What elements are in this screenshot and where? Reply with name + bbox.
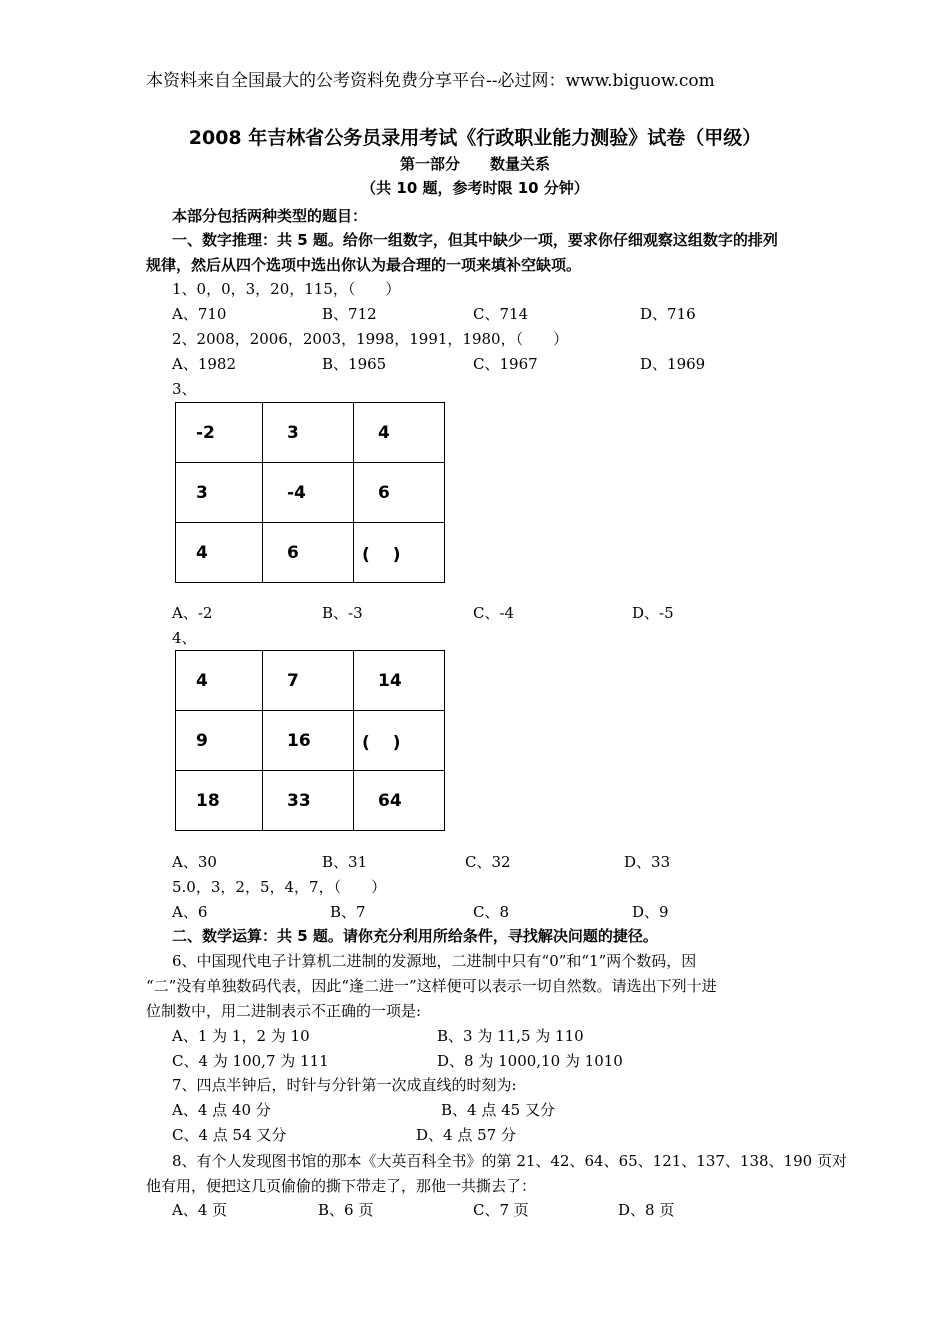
q7-stem: 7、四点半钟后，时针与分针第一次成直线的时刻为: bbox=[172, 1076, 517, 1094]
q3-number-grid bbox=[175, 402, 445, 583]
q8-option-c: C、7 页 bbox=[473, 1201, 529, 1219]
grid-cell: 3 bbox=[176, 463, 263, 523]
q3-option-b: B、-3 bbox=[322, 604, 363, 622]
q1-option-c: C、714 bbox=[473, 305, 529, 323]
q5-option-d: D、9 bbox=[632, 903, 669, 921]
grid-cell: 4 bbox=[176, 651, 263, 711]
grid-cell: 3 bbox=[263, 403, 354, 463]
q3-stem: 3、 bbox=[172, 380, 197, 398]
grid-cell: 6 bbox=[354, 463, 445, 523]
q8-line1: 8、有个人发现图书馆的那本《大英百科全书》的第 21、42、64、65、121、137、138、190 页对 bbox=[172, 1152, 847, 1170]
q6-option-b: B、3 为 11,5 为 110 bbox=[437, 1027, 584, 1045]
q6-option-d: D、8 为 1000,10 为 1010 bbox=[437, 1052, 623, 1070]
q8-option-a: A、4 页 bbox=[172, 1201, 228, 1219]
q2-stem: 2、2008，2006，2003，1998，1991，1980，（ ） bbox=[172, 330, 569, 348]
grid-cell-blank: ( ) bbox=[354, 523, 445, 583]
grid-cell: 16 bbox=[263, 711, 354, 771]
intro-text: 本部分包括两种类型的题目： bbox=[172, 207, 368, 225]
section1-line2: 规律，然后从四个选项中选出你认为最合理的一项来填补空缺项。 bbox=[146, 256, 582, 274]
grid-cell-blank: ( ) bbox=[354, 711, 445, 771]
q2-option-d: D、1969 bbox=[640, 355, 706, 373]
q2-option-a: A、1982 bbox=[172, 355, 237, 373]
part-title: 第一部分 数量关系 bbox=[399, 155, 550, 173]
q4-option-c: C、32 bbox=[465, 853, 511, 871]
q6-line3: 位制数中，用二进制表示不正确的一项是: bbox=[146, 1002, 422, 1020]
part-note: （共 10 题，参考时限 10 分钟） bbox=[361, 179, 589, 197]
q5-option-c: C、8 bbox=[473, 903, 510, 921]
q4-option-b: B、31 bbox=[322, 853, 368, 871]
q5-stem: 5.0，3，2，5，4，7，（ ） bbox=[172, 878, 387, 896]
q5-option-a: A、6 bbox=[172, 903, 208, 921]
q1-option-d: D、716 bbox=[640, 305, 696, 323]
grid-cell: -2 bbox=[176, 403, 263, 463]
grid-cell: 64 bbox=[354, 771, 445, 831]
q7-option-b: B、4 点 45 又分 bbox=[441, 1101, 555, 1119]
q6-line2: “二”没有单独数码代表，因此“逢二进一”这样便可以表示一切自然数。请选出下列十进 bbox=[146, 977, 717, 995]
grid-cell: 4 bbox=[354, 403, 445, 463]
q2-option-c: C、1967 bbox=[473, 355, 538, 373]
q6-line1: 6、中国现代电子计算机二进制的发源地，二进制中只有“0”和“1”两个数码，因 bbox=[172, 952, 697, 970]
q7-option-d: D、4 点 57 分 bbox=[416, 1126, 516, 1144]
grid-cell: -4 bbox=[263, 463, 354, 523]
grid-cell: 7 bbox=[263, 651, 354, 711]
q1-option-b: B、712 bbox=[322, 305, 377, 323]
q6-option-a: A、1 为 1，2 为 10 bbox=[172, 1027, 310, 1045]
q4-number-grid bbox=[175, 650, 445, 831]
q4-option-d: D、33 bbox=[624, 853, 671, 871]
exam-title: 2008 年吉林省公务员录用考试《行政职业能力测验》试卷（甲级） bbox=[188, 127, 762, 149]
q4-stem: 4、 bbox=[172, 629, 197, 647]
q8-line2: 他有用，便把这几页偷偷的撕下带走了，那他一共撕去了： bbox=[146, 1177, 537, 1195]
q7-option-a: A、4 点 40 分 bbox=[172, 1101, 271, 1119]
q8-option-d: D、8 页 bbox=[618, 1201, 675, 1219]
grid-cell: 6 bbox=[263, 523, 354, 583]
q4-option-a: A、30 bbox=[172, 853, 217, 871]
grid-cell: 18 bbox=[176, 771, 263, 831]
q3-option-d: D、-5 bbox=[632, 604, 674, 622]
q3-option-c: C、-4 bbox=[473, 604, 515, 622]
section2-heading: 二、数学运算：共 5 题。请你充分利用所给条件，寻找解决问题的捷径。 bbox=[172, 927, 658, 945]
grid-cell: 14 bbox=[354, 651, 445, 711]
q1-stem: 1、0，0，3，20，115，（ ） bbox=[172, 280, 401, 298]
q6-option-c: C、4 为 100,7 为 111 bbox=[172, 1052, 329, 1070]
source-header: 本资料来自全国最大的公考资料免费分享平台--必过网：www.biguow.com bbox=[146, 71, 715, 91]
q2-option-b: B、1965 bbox=[322, 355, 387, 373]
grid-cell: 9 bbox=[176, 711, 263, 771]
q1-option-a: A、710 bbox=[172, 305, 227, 323]
q3-option-a: A、-2 bbox=[172, 604, 213, 622]
grid-cell: 33 bbox=[263, 771, 354, 831]
q8-option-b: B、6 页 bbox=[318, 1201, 374, 1219]
q5-option-b: B、7 bbox=[330, 903, 366, 921]
q7-option-c: C、4 点 54 又分 bbox=[172, 1126, 287, 1144]
grid-cell: 4 bbox=[176, 523, 263, 583]
section1-line1: 一、数字推理：共 5 题。给你一组数字，但其中缺少一项，要求你仔细观察这组数字的排列 bbox=[172, 231, 778, 249]
